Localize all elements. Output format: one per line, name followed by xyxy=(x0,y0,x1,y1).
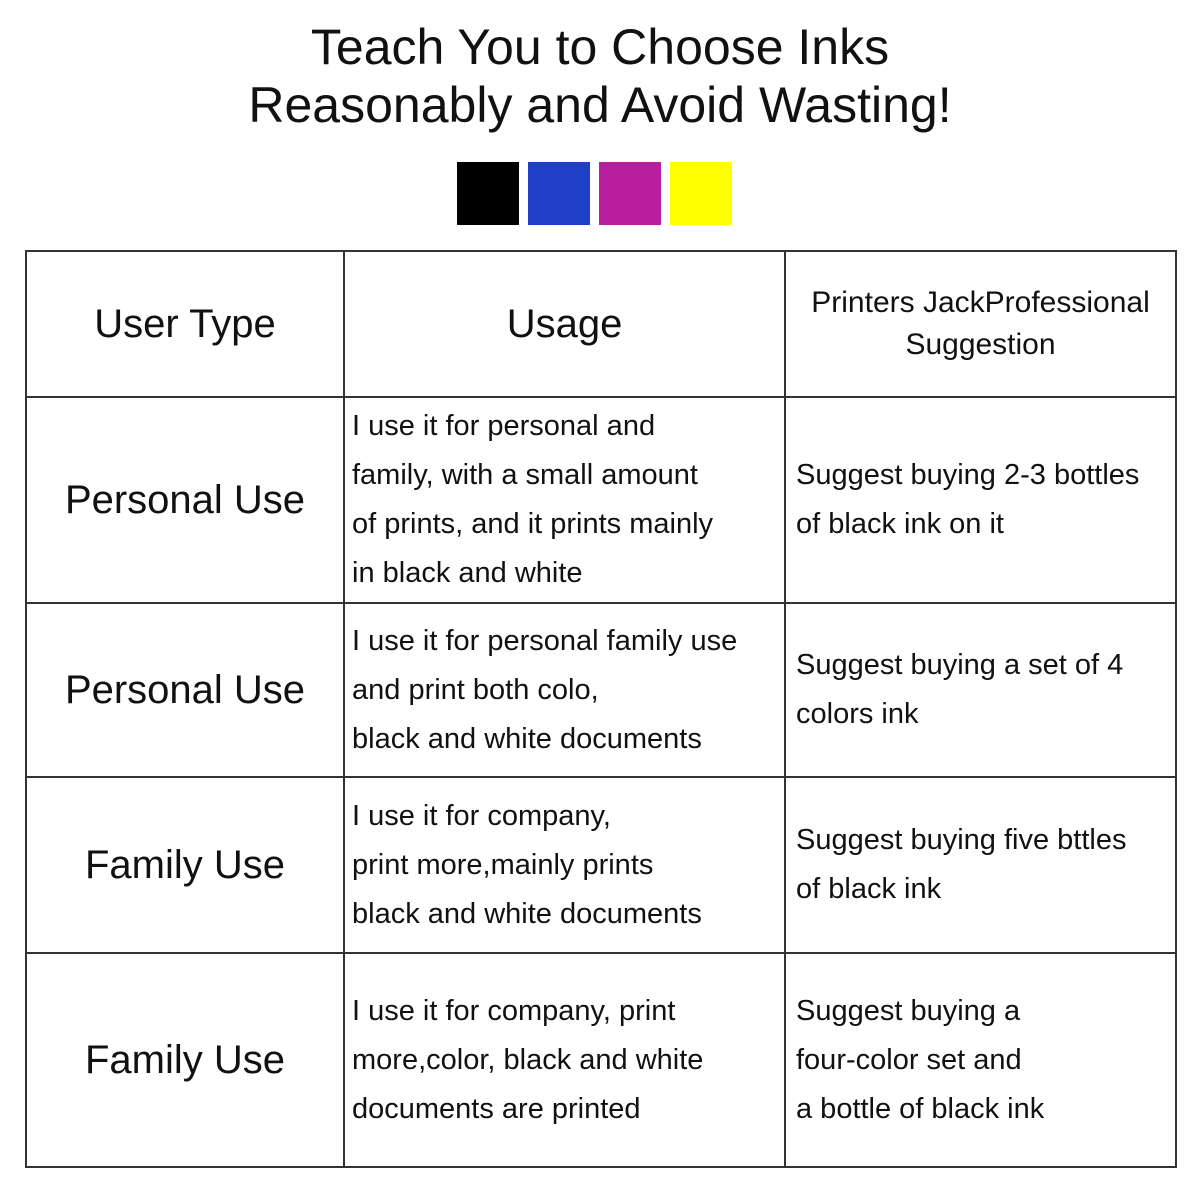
table-header-row xyxy=(26,251,1176,397)
usage-line: and print both colo, xyxy=(352,673,599,706)
suggestion-line: of black ink xyxy=(796,873,942,905)
suggestion-cell xyxy=(785,953,1176,1167)
suggestion-line: colors ink xyxy=(796,698,919,730)
suggestion-line: Suggest buying a xyxy=(796,994,1021,1027)
usage-line: I use it for personal and xyxy=(352,410,656,442)
user-type-cell: Family Use xyxy=(26,777,344,953)
suggestion-line: of black ink on it xyxy=(796,508,1004,540)
usage-line: in black and white xyxy=(352,557,583,589)
suggestion-cell xyxy=(785,777,1176,953)
usage-cell xyxy=(344,953,785,1167)
user-type-cell: Personal Use xyxy=(26,397,344,603)
usage-cell xyxy=(344,777,785,953)
usage-line: I use it for company, xyxy=(352,799,611,832)
header-suggestion-line-1: Printers JackProfessional xyxy=(811,286,1150,319)
usage-cell xyxy=(344,397,785,603)
black-ink-swatch xyxy=(457,162,519,225)
usage-cell xyxy=(344,603,785,777)
ink-color-swatches xyxy=(457,162,732,225)
usage-line: of prints, and it prints mainly xyxy=(352,508,714,540)
suggestion-line: four-color set and xyxy=(796,1043,1022,1076)
usage-line: print more,mainly prints xyxy=(352,848,654,881)
header-user-type: User Type xyxy=(26,251,344,397)
title-line-2: Reasonably and Avoid Wasting! xyxy=(248,77,952,133)
suggestion-cell xyxy=(785,603,1176,777)
ink-suggestion-table xyxy=(25,250,1177,1168)
suggestion-cell xyxy=(785,397,1176,603)
table-row xyxy=(26,777,1176,953)
user-type-cell: Family Use xyxy=(26,953,344,1167)
suggestion-line: Suggest buying 2-3 bottles xyxy=(796,459,1140,491)
table-row xyxy=(26,603,1176,777)
suggestion-line: Suggest buying five bttles xyxy=(796,824,1127,856)
header-suggestion-line-2: Suggestion xyxy=(905,328,1056,361)
cyan-ink-swatch xyxy=(528,162,590,225)
page-title xyxy=(0,18,1200,134)
usage-line: black and white documents xyxy=(352,897,702,930)
magenta-ink-swatch xyxy=(599,162,661,225)
table-row xyxy=(26,397,1176,603)
usage-line: documents are printed xyxy=(352,1092,641,1125)
table-row xyxy=(26,953,1176,1167)
usage-line: I use it for personal family use xyxy=(352,624,738,657)
header-suggestion xyxy=(785,251,1176,397)
suggestion-line: a bottle of black ink xyxy=(796,1092,1045,1125)
title-line-1: Teach You to Choose Inks xyxy=(310,19,890,75)
usage-line: black and white documents xyxy=(352,722,702,755)
suggestion-line: Suggest buying a set of 4 xyxy=(796,649,1124,681)
header-usage: Usage xyxy=(344,251,785,397)
user-type-cell: Personal Use xyxy=(26,603,344,777)
usage-line: more,color, black and white xyxy=(352,1043,704,1076)
usage-line: I use it for company, print xyxy=(352,994,676,1027)
usage-line: family, with a small amount xyxy=(352,459,698,491)
yellow-ink-swatch xyxy=(670,162,732,225)
